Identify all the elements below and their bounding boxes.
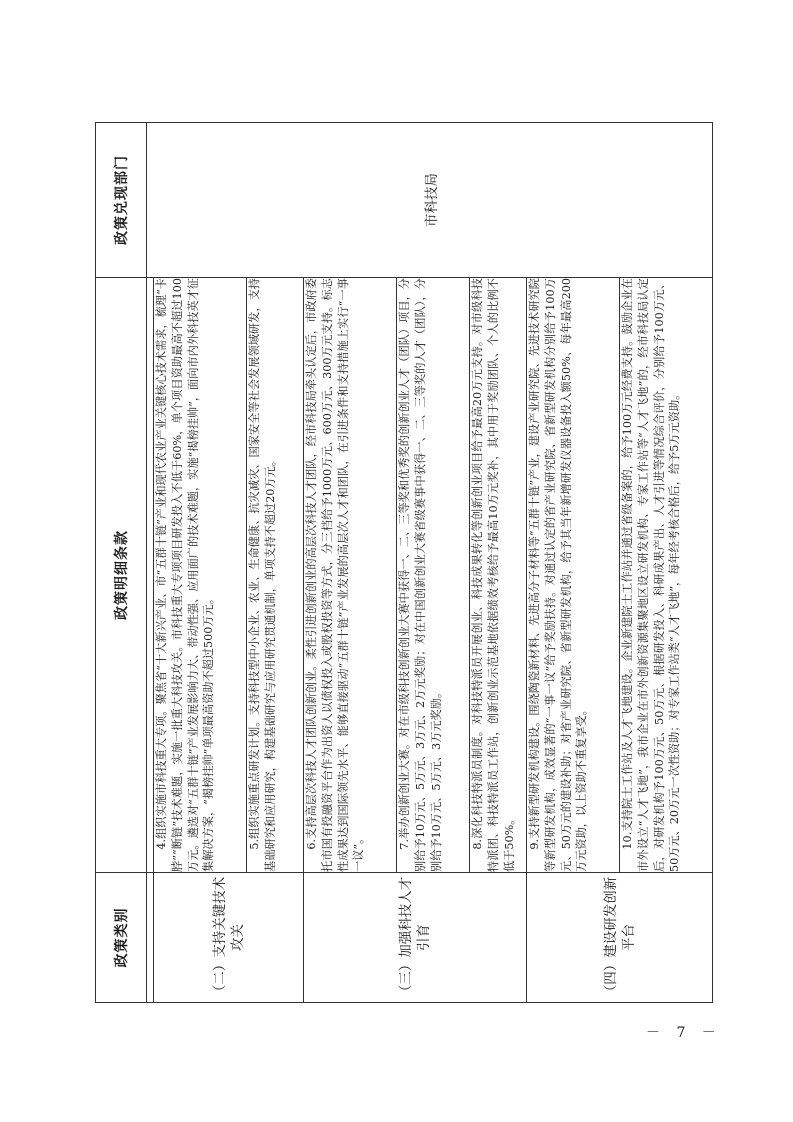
header-category: 政策类别 [96,873,147,1003]
header-department: 政策兑现部门 [96,123,147,278]
policy-item-10: 10.支持院士工作站及人才飞地建设。企业新建院士工作站并通过省级备案的，给予100万元经费支持。鼓励企业在市外设立“人才飞地”，我市企业在市外创新资源集聚地区设立研发机构、专家工作站等“人才飞地”的，经市科技局认定后，对研发机构予100万元、50万元、根据研发投入、科研成果产出、人才引进等情况综合评价，分别给予100万元、50万元、20万元一次性资助；对专家工作站类“人才飞地”，每年经考核合格后，给予5万元资助。 [620,278,713,873]
blank-cell [147,873,154,1003]
blank-cell [147,278,154,873]
policy-item-7: 7.举办创新创业大赛。对在市级科技创新创业大赛中获得一、二、三等奖和优秀奖的创新创业人才（团队）项目，分别给予10万元、5万元、3万元、2万元奖励；对在中国创新创业大赛省级赛事中获得一、二、三等奖的人才（团队），分别给予10万元、5万元、3万元奖励。 [397,278,470,873]
category-cell-2: （二）支持关键技术攻关 [154,873,304,1003]
policy-table [95,122,713,1003]
header-detail: 政策明细条款 [96,278,147,873]
category-cell-3: （三）加强科技人才引育 [304,873,527,1003]
department-cell: 市科技局 [147,123,713,278]
table-row [147,123,154,1003]
policy-item-9: 9.支持新型研发机构建设。围绕陶瓷新材料、先进高分子材料等“五群十链”产业，建设产业研究院、先进技术研究院等新型研发机构，成效显著的“一事一议”给予奖励扶持。对通过认定的省产业研究院、省新型研发机构分别给予100万元、50万元的建设补助；对省产业研究院、省新型研发机构，给予其当年新增研发仪器设备投入额50%、每年最高200万元资助，以上资助不重复享受。 [527,278,620,873]
page-number: － 7 － [646,1025,722,1041]
policy-item-5: 5.组织实施重点研发计划。支持科技型中小企业、农业、生命健康、抗灾减灾、国家安全等社会发展领域研发，支持基础研究和应用研究，构建基础研究与应用研究贯通机制，单项支持不超过20万元。 [247,278,304,873]
policy-item-6: 6.支持高层次科技人才团队创新创业。柔性引进创新创业的高层次科技人才团队，经市科技局牵头认定后，市政府委托市国有投融资平台作为出资人以债权投入或股权投资等方式，分三档给予1000万元、600万元、300万元支持。标志性成果达到国际领先水平、能够直接驱动“五群十链”产业发展的高层次人才和团队，在引进条件和支持措施上实行“一事一议”。 [304,278,397,873]
policy-item-4: 4.组织实施市科技重大专项。聚焦省“十大新兴产业、市“五群十链”产业和现代农业产业关键核心技术需求，梳理“卡脖”“断链”技术难题，实施一批重大科技攻关。市科技重大专项项目研发投入不低于60%，单个项目资助最高不超过100万元。遴选对“五群十链”产业发展影响力大、带动性强、应用面广的技术难题，实施“揭榜挂帅”，面向市内外科技英才征集解决方案，“揭榜挂帅”单项最高资助不超过500万元。 [154,278,247,873]
policy-item-8: 8.深化科技特派员制度。对科技特派员开展创业、科技成果转化等创新创业项目给予最高20万元支持。对市级科技特派团、科技特派员工作站，创新创业示范基地依据绩效考核给予最高10万元奖补，其中用于奖励团队、个人的比例不低于50%。 [470,278,527,873]
rotated-table-frame [95,123,685,1003]
table-header-row [96,123,147,1003]
category-cell-4: （四）建设研发创新平台 [527,873,713,1003]
